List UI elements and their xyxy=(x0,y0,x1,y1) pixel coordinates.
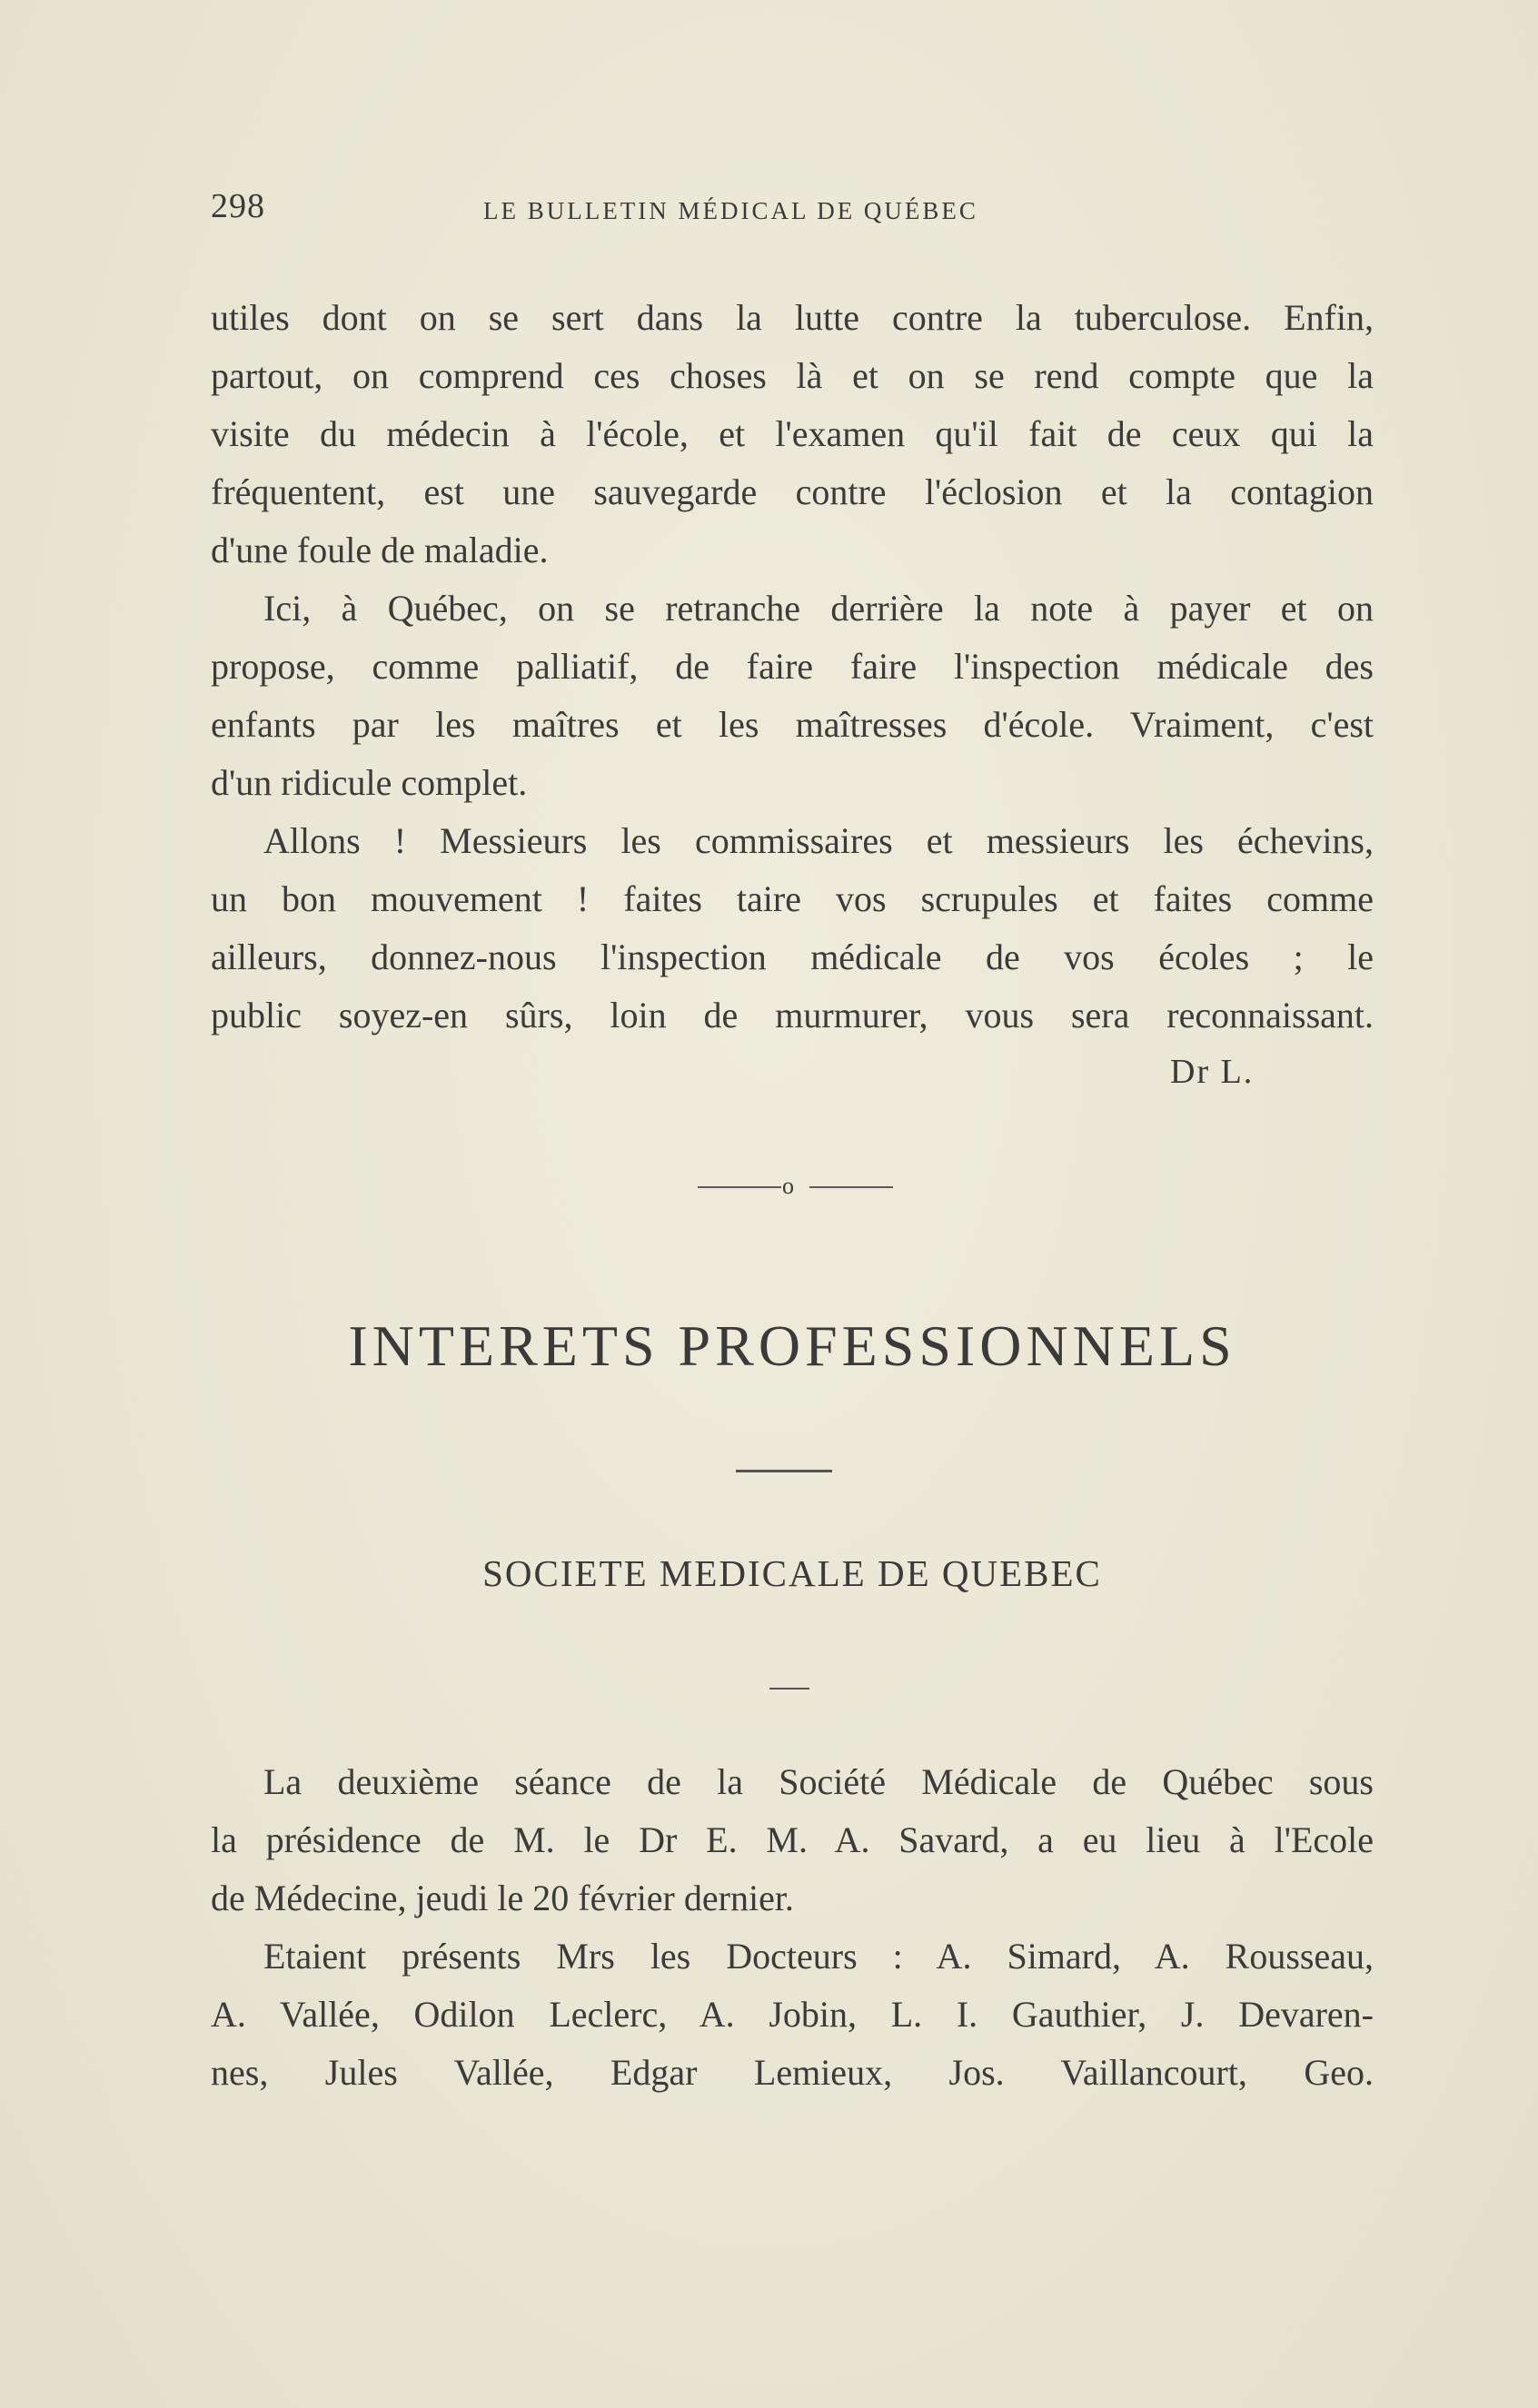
section-divider-ornament xyxy=(698,1168,893,1204)
text-line: fréquentent, est une sauvegarde contre l'éclosion et la contagion xyxy=(211,471,1374,512)
paragraph xyxy=(211,1753,1374,1927)
text-line: un bon mouvement ! faites taire vos scrupules et faites comme xyxy=(211,878,1374,919)
section-title: INTERETS PROFESSIONNELS xyxy=(348,1313,1236,1378)
subtitle-rule xyxy=(769,1688,809,1690)
text-line: de Médecine, jeudi le 20 février dernier. xyxy=(211,1878,794,1918)
subsection-title: SOCIETE MEDICALE DE QUEBEC xyxy=(482,1552,1102,1594)
running-head: LE BULLETIN MÉDICAL DE QUÉBEC xyxy=(483,197,978,224)
text-line: A. Vallée, Odilon Leclerc, A. Jobin, L. I. Gauthier, J. Devaren- xyxy=(211,1994,1374,2035)
text-line: partout, on comprend ces choses là et on se rend compte que la xyxy=(211,355,1374,396)
divider-rule-left xyxy=(698,1186,781,1188)
text-line: Etaient présents Mrs les Docteurs : A. Simard, A. Rousseau, xyxy=(263,1936,1374,1977)
text-line: Allons ! Messieurs les commissaires et messieurs les échevins, xyxy=(263,820,1374,861)
text-line: visite du médecin à l'école, et l'examen qu'il fait de ceux qui la xyxy=(211,413,1374,454)
paragraph xyxy=(211,289,1374,580)
text-line: d'un ridicule complet. xyxy=(211,762,528,803)
divider-rule-right xyxy=(809,1186,893,1188)
paragraph xyxy=(211,1927,1374,2102)
text-line: nes, Jules Vallée, Edgar Lemieux, Jos. Vaillancourt, Geo. xyxy=(211,2052,1374,2093)
page-header xyxy=(211,186,1374,241)
paragraph xyxy=(211,580,1374,812)
title-rule xyxy=(736,1470,832,1472)
text-line: utiles dont on se sert dans la lutte contre la tuberculose. Enfin, xyxy=(211,297,1374,338)
text-line: Ici, à Québec, on se retranche derrière la note à payer et on xyxy=(263,588,1374,629)
text-line: ailleurs, donnez-nous l'inspection médicale de vos écoles ; le xyxy=(211,936,1374,977)
text-line: la présidence de M. le Dr E. M. A. Savard, a eu lieu à l'Ecole xyxy=(211,1819,1374,1860)
text-line: propose, comme palliatif, de faire faire l'inspection médicale des xyxy=(211,646,1374,687)
author-signature: Dr L. xyxy=(1170,1053,1255,1091)
page-number: 298 xyxy=(211,187,265,225)
divider-circle: o xyxy=(782,1173,794,1199)
paragraph xyxy=(211,812,1374,1045)
text-line: public soyez-en sûrs, loin de murmurer, vous sera reconnaissant. xyxy=(211,995,1374,1036)
text-line: d'une foule de maladie. xyxy=(211,530,549,570)
text-line: La deuxième séance de la Société Médicale de Québec sous xyxy=(263,1761,1374,1802)
text-line: enfants par les maîtres et les maîtresses d'école. Vraiment, c'est xyxy=(211,704,1374,745)
